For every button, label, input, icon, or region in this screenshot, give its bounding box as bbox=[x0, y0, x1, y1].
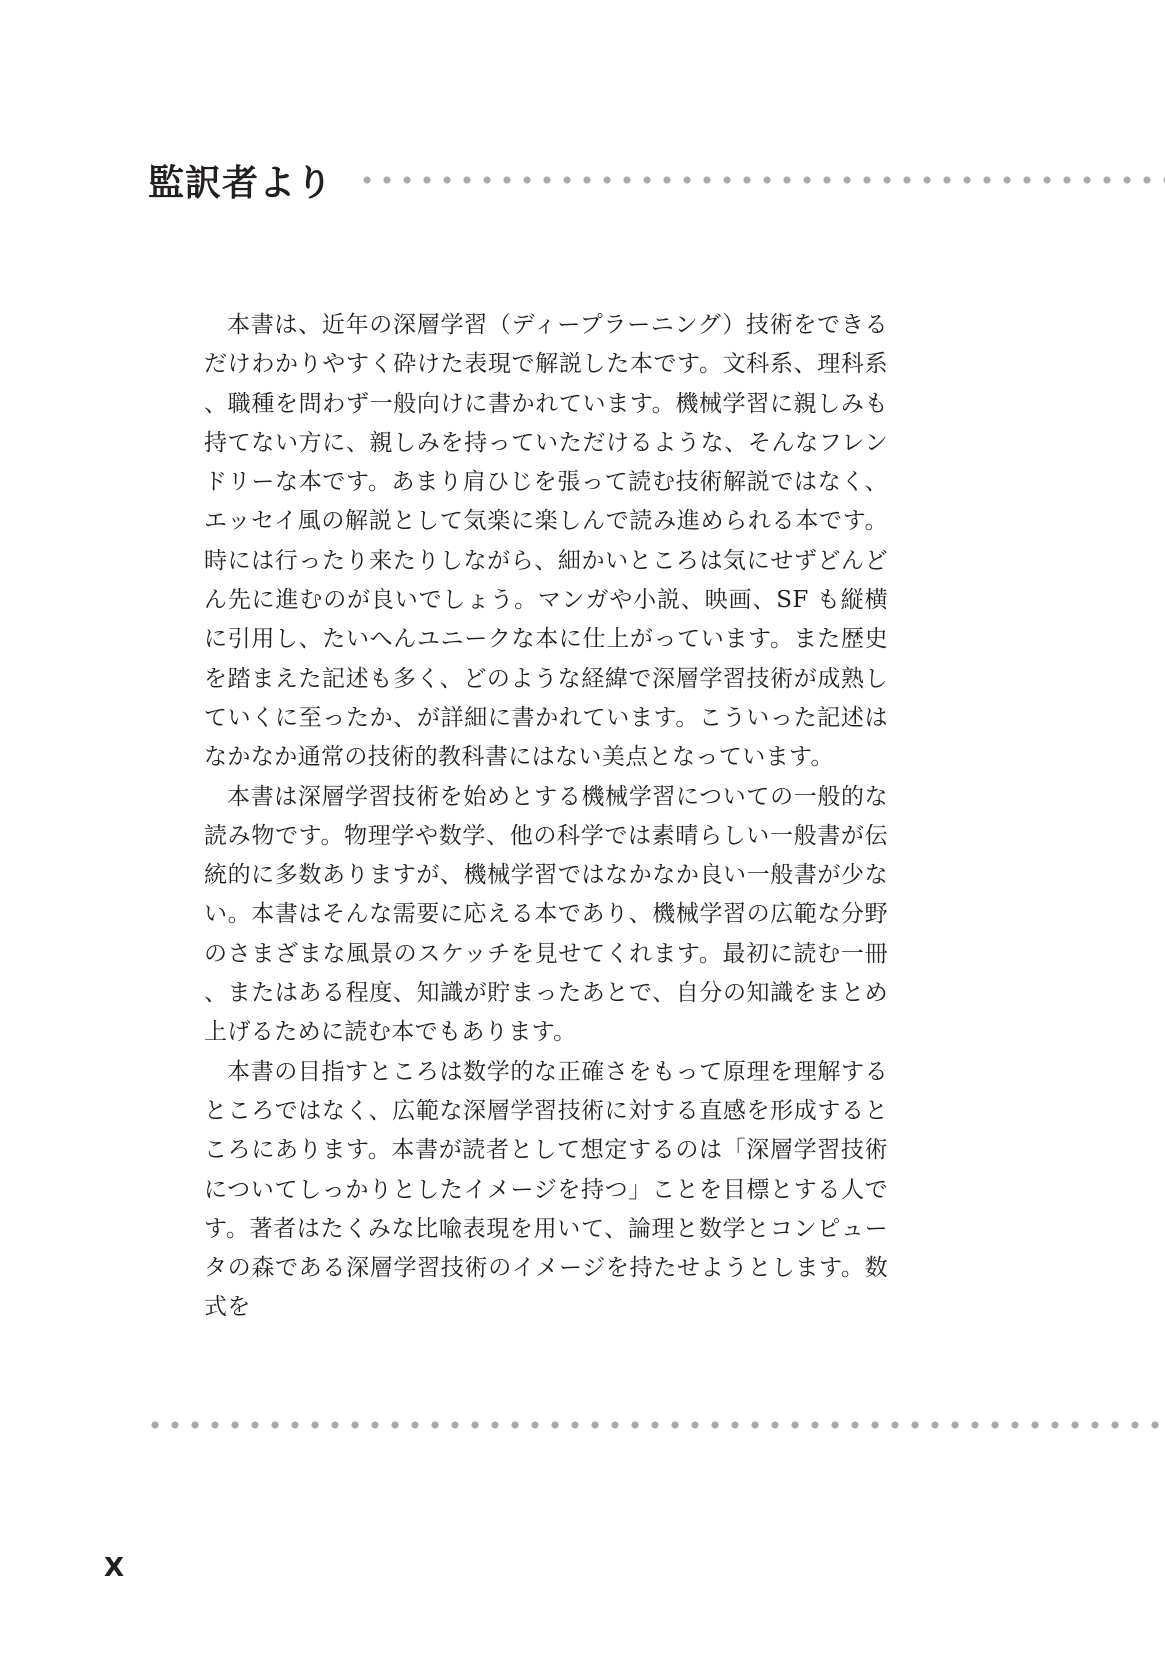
paragraph-3: 本書の目指すところは数学的な正確さをもって原理を理解するところではなく、広範な深層学習技術に対する直感を形成するところにあります。本書が読者として想定するのは「深層学習技術についてしっかりとしたイメージを持つ」ことを目標とする人です。著者はたくみな比喩表現を用いて、論理と数学とコンピュータの森である深層学習技術のイメージを持たせようとします。数式を bbox=[204, 1058, 888, 1321]
page-number: X bbox=[104, 1553, 125, 1583]
footer-dotted-rule bbox=[145, 1421, 1165, 1429]
paragraph-1: 本書は、近年の深層学習（ディープラーニング）技術をできるだけわかりやすく砕けた表現で解説した本です。文科系、理科系、職種を問わず一般向けに書かれています。機械学習に親しみも持てない方に、親しみを持っていただけるような、そんなフレンドリーな本です。あまり肩ひじを張って読む技術解説ではなく、エッセイ風の解説として気楽に楽しんで読み進められる本です。時には行ったり来たりしながら、細かいところは気にせずどんどん先に進むのが良いでしょう。マンガや小説、映画、SF も縦横に引用し、たいへんユニークな本に仕上がっています。また歴史を踏まえた記述も多く、どのような経緯で深層学習技術が成熟していくに至ったか、が詳細に書かれています。こういった記述はなかなか通常の技術的教科書にはない美点となっています。 bbox=[204, 312, 888, 771]
body-text bbox=[204, 306, 888, 1328]
page-title: 監訳者より bbox=[148, 162, 334, 204]
header-dotted-rule bbox=[357, 176, 1165, 184]
paragraph-2: 本書は深層学習技術を始めとする機械学習についての一般的な読み物です。物理学や数学、他の科学では素晴らしい一般書が伝統的に多数ありますが、機械学習ではなかなか良い一般書が少ない。本書はそんな需要に応える本であり、機械学習の広範な分野のさまざまな風景のスケッチを見せてくれます。最初に読む一冊、またはある程度、知識が貯まったあとで、自分の知識をまとめ上げるために読む本でもあります。 bbox=[204, 783, 888, 1046]
chapter-header bbox=[148, 150, 1165, 210]
